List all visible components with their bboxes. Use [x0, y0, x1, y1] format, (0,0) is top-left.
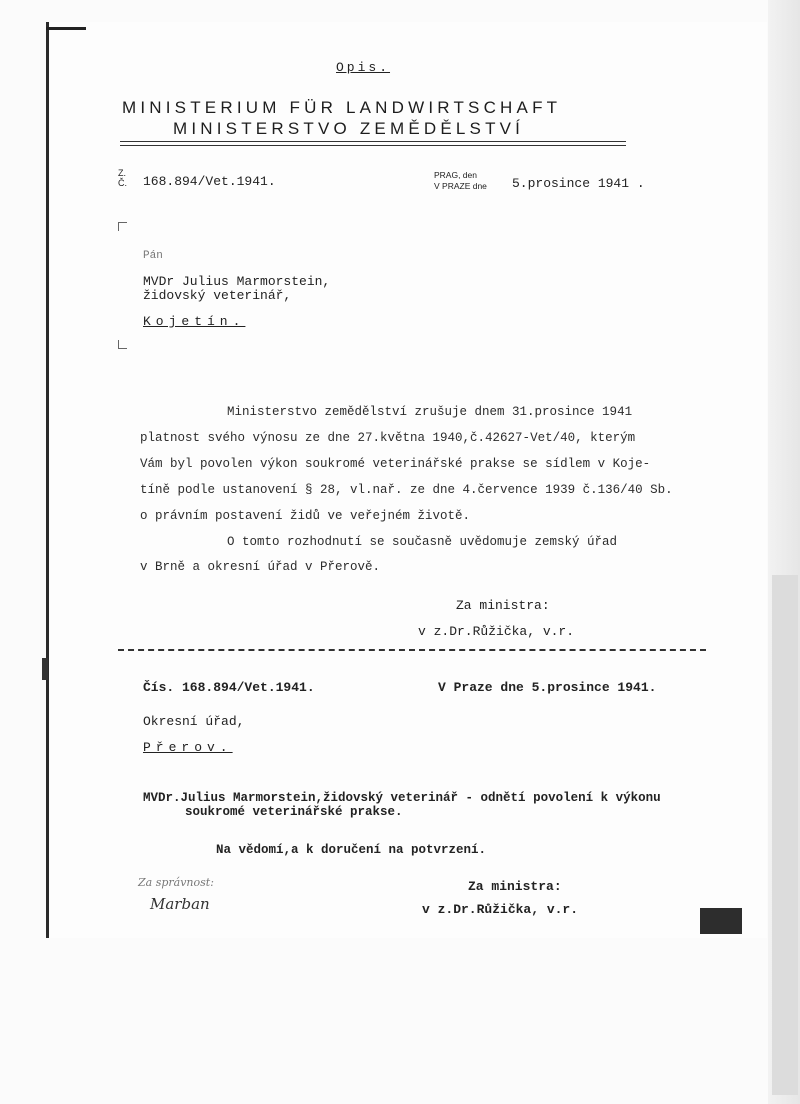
paragraph-line-3: Vám byl povolen výkon soukromé veterinářské prakse se sídlem v Koje-: [140, 457, 651, 471]
address-corner-bl: [118, 340, 127, 349]
header-rule-double: [120, 145, 626, 146]
header-rule: [120, 141, 626, 142]
address-corner-tl: [118, 222, 127, 231]
copy-label: Opis.: [336, 60, 391, 75]
ministry-german: MINISTERIUM FÜR LANDWIRTSCHAFT: [122, 98, 562, 117]
copy-recipient: Okresní úřad,: [143, 714, 245, 729]
reference-number: 168.894/Vet.1941.: [143, 174, 276, 189]
page-edge: [768, 0, 800, 1104]
copy-minister-signature: v z.Dr.Růžička, v.r.: [422, 902, 579, 917]
cut-line-separator: [118, 649, 706, 651]
copy-for-minister: Za ministra:: [468, 879, 562, 894]
paragraph-line-1: Ministerstvo zemědělství zrušuje dnem 31.prosince 1941: [227, 405, 633, 419]
addressee-prefix: Pán: [143, 250, 163, 262]
addressee-title: židovský veterinář,: [143, 288, 292, 303]
ref-prefix: [118, 168, 127, 188]
paragraph-line-2: platnost svého výnosu ze dne 27.května 1940,č.42627-Vet/40, kterým: [140, 431, 636, 445]
copy-recipient-city: Přerov.: [143, 740, 233, 755]
paragraph-line-5: o právním postavení židů ve veřejném životě.: [140, 509, 471, 523]
place-label-de: PRAG, den: [434, 170, 477, 180]
document-date: 5.prosince 1941 .: [512, 176, 645, 191]
page-edge-strip: [772, 575, 798, 1095]
paragraph-line-4: tíně podle ustanovení § 28, vl.nař. ze dne 4.července 1939 č.136/40 Sb.: [140, 483, 673, 497]
ref-prefix-top: Z.: [118, 168, 126, 178]
notice-line-1: O tomto rozhodnutí se současně uvědomuje zemský úřad: [227, 535, 618, 549]
subject-line-2: soukromé veterinářské prakse.: [185, 805, 403, 819]
subject-line-1: MVDr.Julius Marmorstein,židovský veterinář - odnětí povolení k výkonu: [143, 791, 661, 805]
certifier-signature: Marban: [150, 895, 210, 913]
addressee-city: Kojetín.: [143, 314, 246, 329]
copy-reference: Čís. 168.894/Vet.1941.: [143, 680, 315, 695]
ministry-czech: MINISTERSTVO ZEMĚDĚLSTVÍ: [173, 119, 525, 138]
ref-prefix-bottom: Č.: [118, 178, 127, 188]
acknowledge-line: Na vědomí,a k doručení na potvrzení.: [216, 843, 487, 857]
scan-dark-corner: [700, 908, 742, 934]
scan-side-mark: [42, 658, 48, 680]
copy-date: V Praze dne 5.prosince 1941.: [438, 680, 657, 695]
notice-line-2: v Brně a okresní úřad v Přerově.: [140, 560, 381, 574]
certification-label: Za správnost:: [138, 876, 214, 889]
addressee-name: MVDr Julius Marmorstein,: [143, 274, 331, 289]
minister-signature: v z.Dr.Růžička, v.r.: [418, 624, 575, 639]
place-label: [434, 170, 487, 192]
for-minister: Za ministra:: [456, 598, 550, 613]
scan-top-mark: [46, 27, 86, 30]
place-label-cz: V PRAZE dne: [434, 181, 487, 191]
